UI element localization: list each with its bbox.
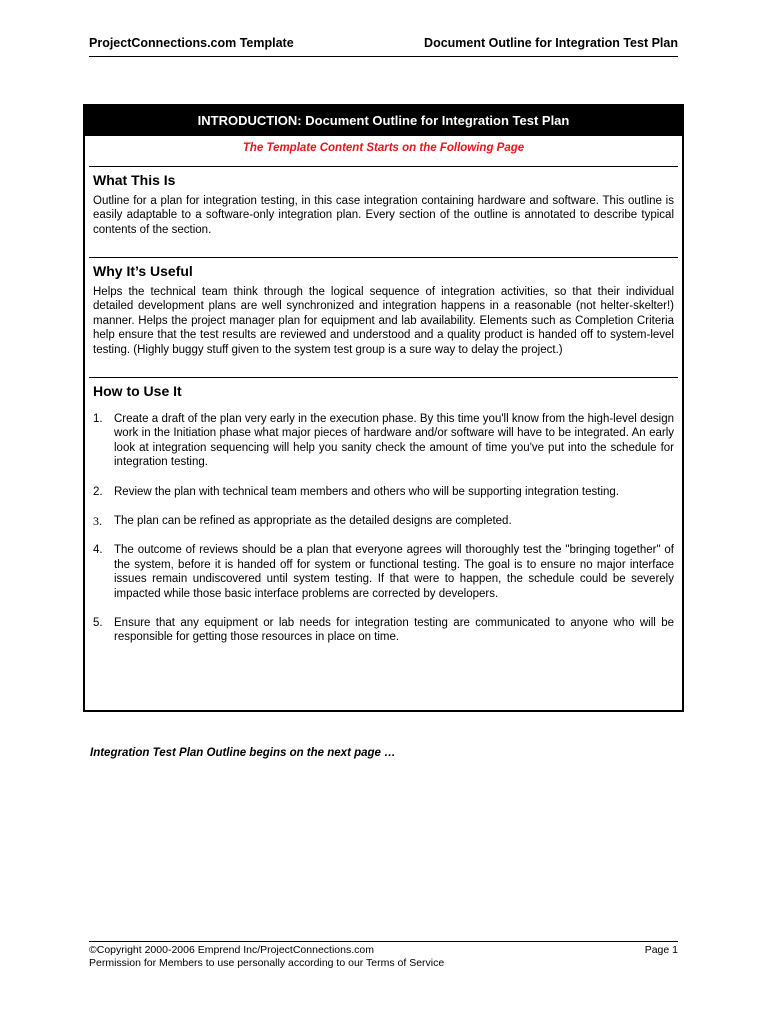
list-item-number: 3. — [93, 514, 102, 529]
section-heading-what: What This Is — [89, 166, 678, 191]
next-page-note: Integration Test Plan Outline begins on the next page … — [90, 747, 396, 759]
page-number: Page 1 — [644, 944, 678, 956]
page-footer — [89, 941, 678, 969]
header-right-text: Document Outline for Integration Test Plan — [424, 36, 678, 50]
list-item-text: The plan can be refined as appropriate as the detailed designs are completed. — [114, 515, 512, 528]
list-item-text: The outcome of reviews should be a plan that everyone agrees will thoroughly test the "bringing together" of the system, before it is handed off for system or functional testing. The goal is to ensure no major interface issues remain undiscovered until system testing. If that were to happen, the schedule could be severely impacted while those basic interface problems are corrected by developers. — [114, 544, 674, 600]
section-heading-how: How to Use It — [89, 377, 678, 402]
section-heading-why: Why It’s Useful — [89, 257, 678, 282]
introduction-box — [83, 104, 684, 712]
how-to-list — [85, 402, 682, 645]
footer-copyright: ©Copyright 2000-2006 Emprend Inc/ProjectConnections.com — [89, 944, 374, 956]
list-item — [93, 412, 674, 470]
list-item-number: 1. — [93, 413, 103, 425]
footer-permission: Permission for Members to use personally according to our Terms of Service — [89, 956, 445, 969]
list-item-number: 2. — [93, 485, 103, 498]
list-item-number: 5. — [93, 617, 103, 630]
list-item-number: 4. — [93, 544, 103, 557]
page-header — [89, 34, 678, 57]
list-item — [93, 514, 674, 528]
list-item — [93, 616, 674, 645]
box-title: INTRODUCTION: Document Outline for Integration Test Plan — [85, 106, 682, 136]
list-item — [93, 485, 674, 499]
header-left-text: ProjectConnections.com Template — [89, 36, 294, 50]
list-item-text: Review the plan with technical team members and others who will be supporting integration testing. — [114, 485, 619, 498]
list-item-text: Ensure that any equipment or lab needs for integration testing are communicated to anyone who will be responsible for getting those resources in place on time. — [114, 617, 674, 644]
list-item-text: Create a draft of the plan very early in the execution phase. By this time you'll know from the high-level design work in the Initiation phase what major pieces of hardware and/or software will have to be integrated. An early look at integration sequencing will help you sanity check the amount of time you've put into the schedule for integration testing. — [114, 413, 674, 469]
section-text-why: Helps the technical team think through the logical sequence of integration activities, so that their individual detailed development plans are well synchronized and integration happens in a reasonable (not helter-skelter!) manner. Helps the project manager plan for equipment and lab availability. Elements such as Completion Criteria help ensure that the test results are reviewed and understood and a quality product is handed off to system-level testing. (Highly buggy stuff given to the system test group is a sure way to delay the project.) — [93, 286, 674, 356]
section-text-what: Outline for a plan for integration testing, in this case integration containing hardware and software. This outline is easily adaptable to a software-only integration plan. Every section of the outline is annotated to describe typical contents of the section. — [93, 195, 674, 236]
box-subtitle: The Template Content Starts on the Following Page — [242, 142, 525, 154]
list-item — [93, 543, 674, 601]
